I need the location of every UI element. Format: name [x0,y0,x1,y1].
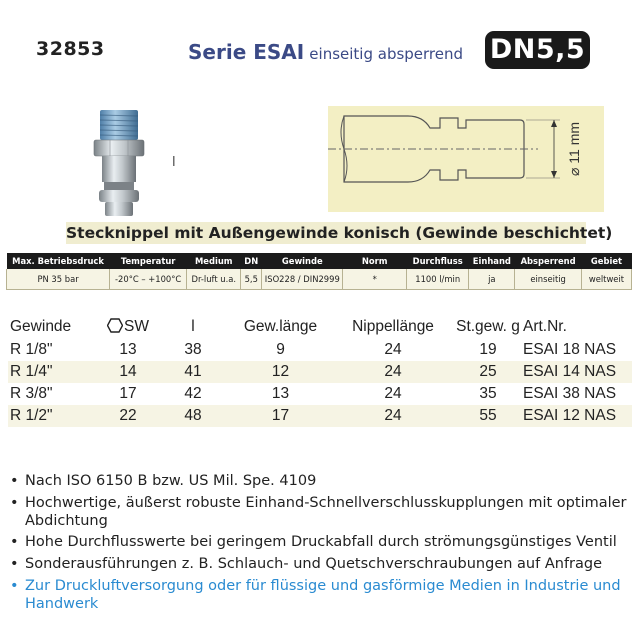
dimension-header: St.gew. g [456,318,520,335]
table-cell: R 1/4" [8,361,98,383]
product-photo [84,108,154,220]
spec-cell: Dr-luft u.a. [187,269,241,289]
table-cell: 24 [384,341,402,358]
dimension-header: Gewinde [10,318,72,335]
table-cell: 22 [98,405,158,427]
spec-cell: 5,5 [241,269,262,289]
drawing-dimension-label: ⌀ 11 mm [566,121,582,177]
dimension-header-label: SW [124,318,149,335]
spec-cell: einseitig [515,269,582,289]
dimension-label-l: l [172,155,176,170]
series-name: Serie ESAI [188,40,305,64]
spec-header: Medium [187,253,241,269]
technical-drawing [328,106,604,212]
series-title [188,40,463,64]
table-cell: ESAI 18 NAS [523,341,617,358]
table-row [8,405,632,427]
feature-list [8,472,632,617]
spec-header: Einhand [469,253,515,269]
feature-item: • Sonderausführungen z. B. Schlauch- und Quetschverschraubungen auf Anfrage [8,555,632,573]
dimension-header: Gew.länge [243,318,318,335]
table-cell: R 1/8" [10,341,53,358]
table-cell: 41 [158,361,228,383]
table-cell: R 3/8" [10,385,53,402]
table-cell: 17 [119,385,137,402]
table-cell: 25 [453,361,523,383]
table-row [8,361,632,383]
feature-item: • Hohe Durchflusswerte bei geringem Druckabfall durch strömungsgünstiges Ventil [8,533,632,551]
spec-cell: ja [469,269,515,289]
product-caption: Stecknippel mit Außengewinde konisch (Gewinde beschichtet) [66,224,613,242]
dimension-header: Nippellänge [352,318,434,335]
series-subtitle: einseitig absperrend [309,45,464,63]
feature-item: • Nach ISO 6150 B bzw. US Mil. Spe. 4109 [8,472,632,490]
dn-badge: DN5,5 [485,31,590,69]
table-cell: 13 [119,341,137,358]
table-cell: 42 [184,385,202,402]
spec-header: Temperatur [110,253,187,269]
spec-header: Gebiet [581,253,631,269]
table-cell: 14 [98,361,158,383]
spec-table [6,253,632,290]
table-cell: ESAI 38 NAS [523,385,617,402]
table-cell: 24 [333,405,453,427]
table-row [8,383,632,405]
table-cell: 19 [479,341,497,358]
article-number: 32853 [36,38,105,60]
dimension-header-row [8,315,632,339]
spec-cell: PN 35 bar [7,269,110,289]
table-cell: 12 [228,361,333,383]
spec-header: Norm [343,253,407,269]
table-cell: 55 [453,405,523,427]
hexagon-icon [107,318,123,333]
highlight-feature-item: • Zur Druckluftversorgung oder für flüssige und gasförmige Medien in Industrie und Handwerk [8,577,632,613]
table-row [8,339,632,361]
spec-header: Max. Betriebsdruck [7,253,110,269]
dimension-table [8,315,632,427]
table-cell: ESAI 14 NAS [523,361,632,383]
spec-header: Gewinde [262,253,343,269]
spec-cell: -20°C – +100°C [110,269,187,289]
dimension-header: l [191,318,195,335]
spec-cell: * [343,269,407,289]
table-cell: 24 [333,361,453,383]
spec-header: Durchfluss [406,253,468,269]
dimension-header-sw [98,315,158,339]
spec-cell: weltweit [581,269,631,289]
table-cell: 48 [158,405,228,427]
table-cell: 9 [276,341,285,358]
table-cell: 13 [271,385,290,402]
table-cell: 35 [479,385,497,402]
spec-header: Absperrend [515,253,582,269]
spec-cell: 1100 l/min [406,269,468,289]
feature-item: • Hochwertige, äußerst robuste Einhand-Schnellverschlusskupplungen mit optimaler Abdichtung [8,494,632,530]
table-cell: ESAI 12 NAS [523,405,632,427]
table-cell: R 1/2" [8,405,98,427]
table-cell: 17 [228,405,333,427]
table-cell: 38 [184,341,202,358]
spec-header: DN [241,253,262,269]
dimension-header: Art.Nr. [523,318,567,335]
spec-cell: ISO228 / DIN2999 [262,269,343,289]
spec-value-row [7,269,632,289]
spec-header-row [7,253,632,269]
table-cell: 24 [384,385,402,402]
